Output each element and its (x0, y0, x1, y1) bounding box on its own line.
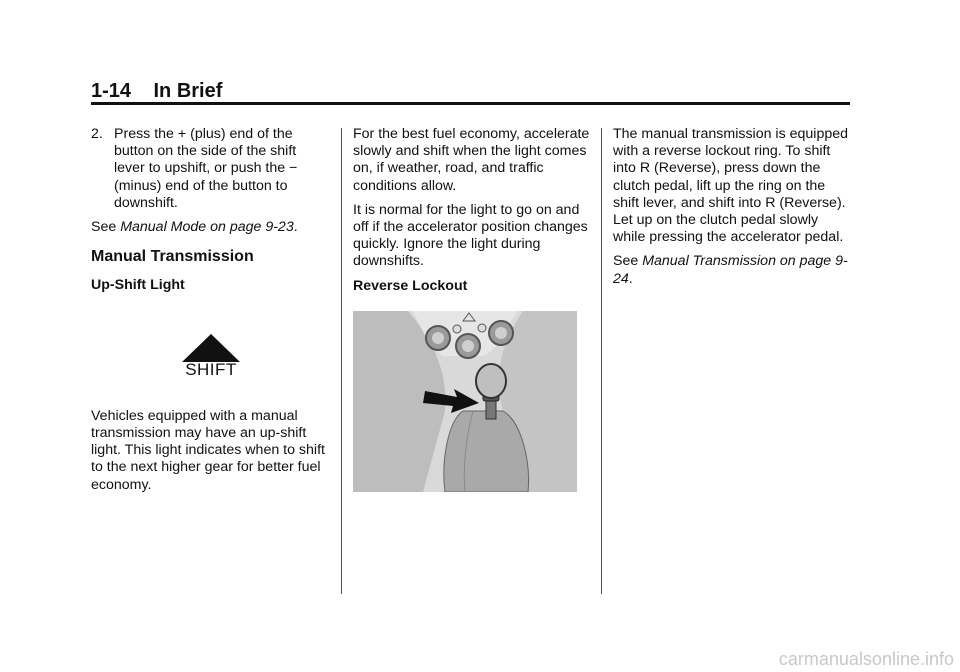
column-3 (613, 126, 851, 295)
body-text: The manual transmission is equipped with a reverse lockout ring. To shift into R (Reverse), press down the clutch pedal, lift up the ring on the shift lever, and shift into R (Reverse). Let up on the clutch pedal slowly while pressing the accelerator pedal. (613, 126, 849, 246)
see-reference (91, 219, 329, 236)
cross-reference-link[interactable]: Manual Mode on page 9-23 (120, 219, 294, 236)
cross-reference-link[interactable]: Manual Transmission on page 9-24 (613, 253, 848, 287)
column-1 (91, 126, 329, 501)
subsection-heading: Up-Shift Light (91, 277, 185, 294)
shift-symbol-label: SHIFT (185, 359, 237, 379)
column-divider (341, 128, 342, 594)
step-number: 2. (91, 126, 103, 142)
reverse-lockout-illustration (353, 311, 591, 497)
column-divider (601, 128, 602, 594)
page-header (91, 80, 222, 103)
see-suffix: . (293, 219, 298, 236)
body-text: It is normal for the light to go on and off if the accelerator position changes quickly. Ignore the light during downshifts. (353, 201, 588, 270)
body-text: Vehicles equipped with a manual transmission may have an up-shift light. This light indicates when to shift to the next higher gear for better fuel economy. (91, 407, 325, 493)
section-heading: Manual Transmission (91, 248, 254, 266)
header-rule (91, 102, 850, 105)
see-prefix: See (91, 219, 121, 236)
subsection-heading: Reverse Lockout (353, 277, 468, 294)
upshift-light-symbol (181, 333, 241, 378)
shift-lever-illustration (353, 311, 577, 492)
list-item (91, 126, 329, 212)
step-text: Press the + (plus) end of the button on the side of the shift lever to upshift, or push the − (minus) end of the button to downshift. (114, 126, 298, 211)
page-number: 1-14 (91, 80, 132, 102)
column-2 (353, 126, 591, 497)
see-suffix: . (628, 270, 633, 287)
section-title: In Brief (153, 80, 223, 102)
see-reference (613, 253, 851, 287)
watermark: carmanualsonline.info (778, 649, 954, 669)
body-text: For the best fuel economy, accelerate slowly and shift when the light comes on, if weather, road, and traffic conditions allow. (353, 126, 590, 194)
see-prefix: See (613, 253, 643, 270)
upshift-arrow-icon (181, 333, 241, 363)
